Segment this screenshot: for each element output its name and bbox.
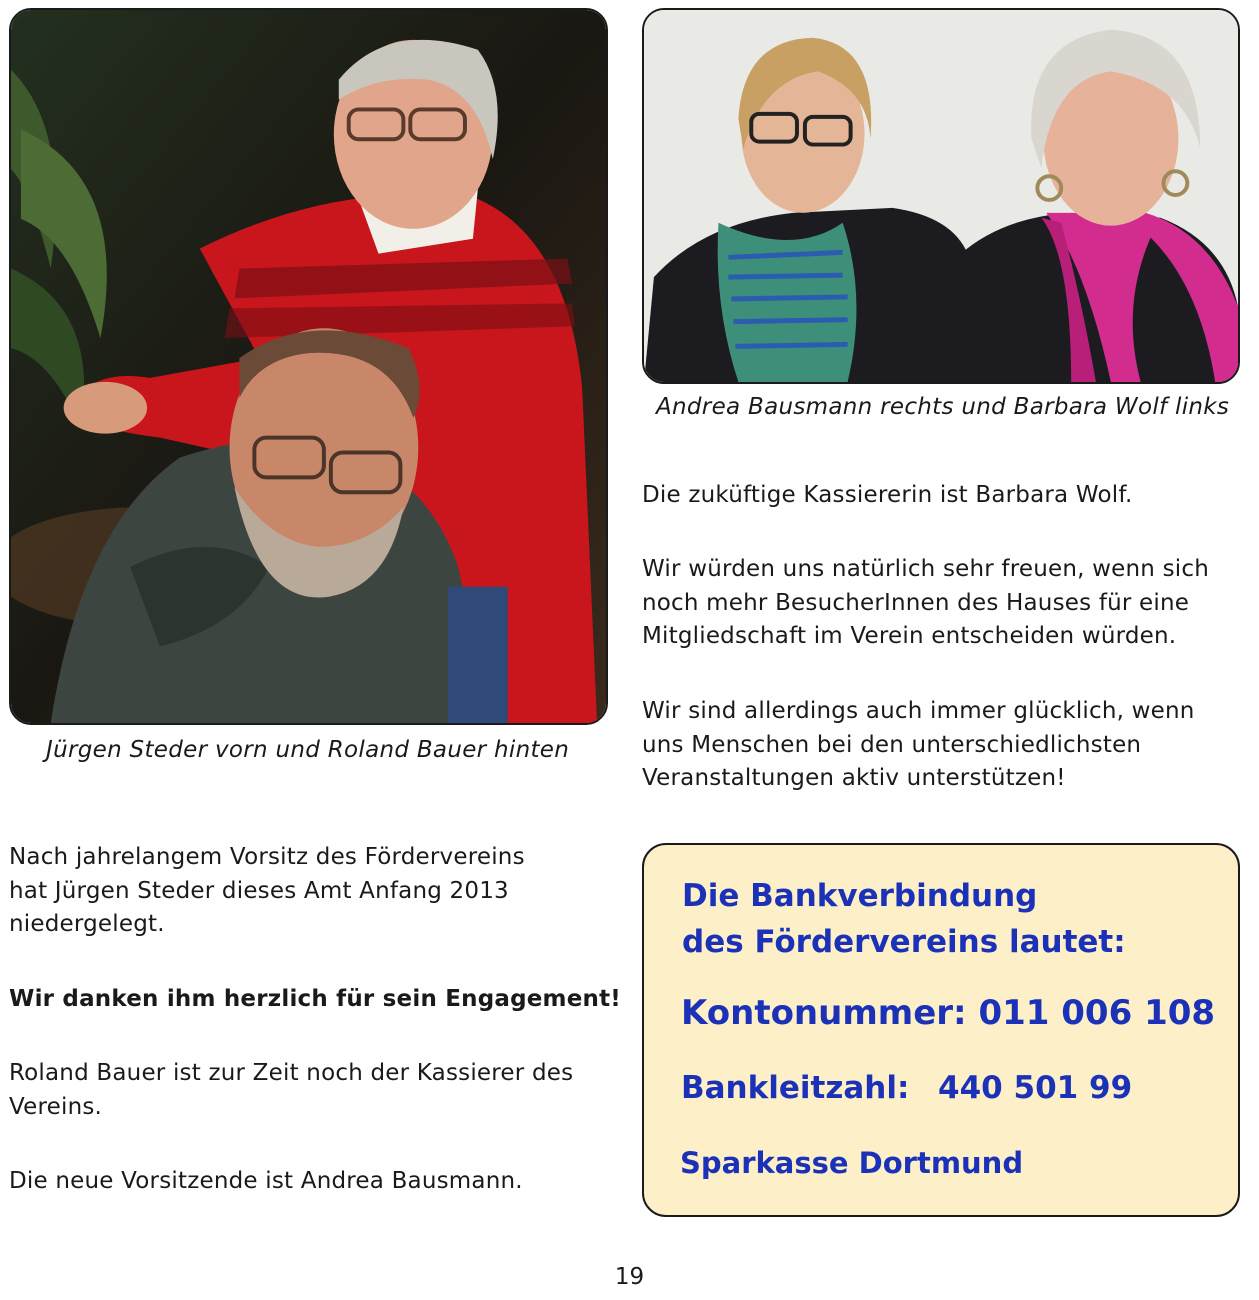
paragraph-thanks: Wir danken ihm herzlich für sein Engagement! xyxy=(9,986,621,1012)
photo-juergen-roland xyxy=(9,8,608,725)
page-number: 19 xyxy=(614,1264,645,1290)
bank-code-value: 440 501 99 xyxy=(938,1070,1133,1106)
photo-andrea-barbara xyxy=(642,8,1240,384)
paragraph-support-appeal: Wir sind allerdings auch immer glücklich, wenn uns Menschen bei den unterschiedlichsten Veranstaltungen aktiv unterstützen! xyxy=(642,698,1195,791)
photo-caption-left: Jürgen Steder vorn und Roland Bauer hinten xyxy=(46,737,570,763)
photo-two-women-image xyxy=(644,10,1238,382)
bank-code-label: Bankleitzahl: xyxy=(681,1070,910,1106)
photo-caption-right: Andrea Bausmann rechts und Barbara Wolf links xyxy=(656,394,1230,420)
photo-two-men-image xyxy=(11,10,606,723)
bank-name: Sparkasse Dortmund xyxy=(680,1146,1024,1180)
paragraph-future-treasurer: Die zuküftige Kassiererin ist Barbara Wolf. xyxy=(642,482,1133,508)
paragraph-resignation: Nach jahrelangem Vorsitz des Fördervereins hat Jürgen Steder dieses Amt Anfang 2013 niedergelegt. xyxy=(9,844,525,937)
bank-details-box xyxy=(642,843,1240,1217)
bank-details-heading: Die Bankverbindung des Fördervereins lautet: xyxy=(682,878,1126,960)
paragraph-membership-appeal: Wir würden uns natürlich sehr freuen, wenn sich noch mehr BesucherInnen des Hauses für eine Mitgliedschaft im Verein entscheiden würden. xyxy=(642,556,1209,649)
paragraph-treasurer-current: Roland Bauer ist zur Zeit noch der Kassierer des Vereins. xyxy=(9,1060,574,1120)
bank-account-number: Kontonummer: 011 006 108 xyxy=(681,993,1216,1033)
paragraph-new-chair: Die neue Vorsitzende ist Andrea Bausmann. xyxy=(9,1168,523,1194)
